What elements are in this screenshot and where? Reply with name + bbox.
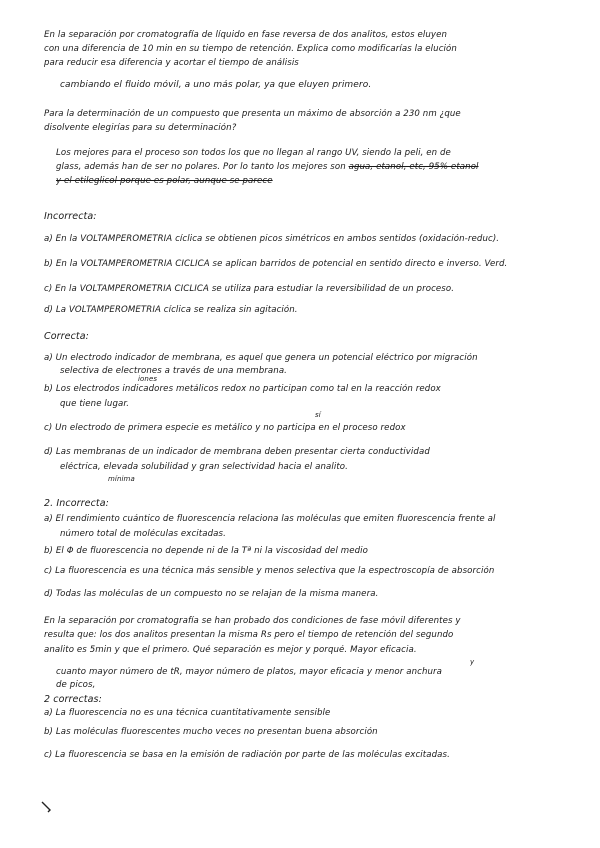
q2-line-2: disolvente elegirías para su determinación? [44,123,237,133]
fluor-a-1: a) El rendimiento cuántico de fluorescencia relaciona las moléculas que emiten fluorescencia frente al [44,514,496,524]
q2-answer-2b: no polares. Por lo tanto los mejores son [171,162,349,172]
crom-answer-2: de picos, [56,680,96,690]
correctas2-heading: 2 correctas: [44,694,102,705]
correctas2-a: a) La fluorescencia no es una técnica cuantitativamente sensible [44,708,331,718]
q2-answer-1: Los mejores para el proceso son todos los que no llegan al rango UV, siendo la peli, en de [56,148,451,158]
q1-line-2: con una diferencia de 10 min en su tiempo de retención. Explica como modificarías la elución [44,44,457,54]
correcta-a-1: a) Un electrodo indicador de membrana, es aquel que genera un potencial eléctrico por migración [44,353,478,363]
q1-answer: cambiando el fluido móvil, a uno más polar, ya que eluyen primero. [60,80,372,90]
crom-answer-1: cuanto mayor número de tR, mayor número de platos, mayor eficacia y menor anchura [56,667,443,677]
q1-line-1: En la separación por cromatografía de líquido en fase reversa de dos analitos, estos eluyen [44,30,448,40]
correcta-d-1: d) Las membranas de un indicador de membrana deben presentar cierta conductividad [44,447,430,457]
pen-scribble-icon [40,800,54,814]
correcta-d-2: eléctrica, elevada solubilidad y gran selectividad hacia el analito. [60,462,348,472]
incorrecta-a: a) En la VOLTAMPEROMETRIA cíclica se obtienen picos simétricos en ambos sentidos (oxidación-reduc). [44,234,500,244]
fluor-a-2: número total de moléculas excitadas. [60,529,226,539]
incorrecta-b: b) En la VOLTAMPEROMETRIA CÍCLICA se aplican barridos de potencial en sentido directo e inverso. Verd. [44,259,508,269]
fluor-b: b) El Φ de fluorescencia no depende ni de la Tª ni la viscosidad del medio [44,546,369,556]
incorrecta-heading: Incorrecta: [44,211,97,222]
correcta-b-2: que tiene lugar. [60,399,130,409]
correcta-d-insert: mínima [108,475,135,483]
correctas2-b: b) Las moléculas fluorescentes mucho veces no presentan buena absorción [44,727,378,737]
correctas2-c: c) La fluorescencia se basa en la emisión de radiación por parte de las moléculas excitadas. [44,750,450,760]
fluor-d: d) Todas las moléculas de un compuesto no se relajan de la misma manera. [44,589,379,599]
incorrecta-c: c) En la VOLTAMPEROMETRIA CÍCLICA se utiliza para estudiar la reversibilidad de un proceso. [44,284,455,294]
q2-answer-2 [56,162,576,173]
correcta-c: c) Un electrodo de primera especie es metálico y no participa en el proceso redox [44,423,406,433]
q2-line-1: Para la determinación de un compuesto que presenta un máximo de absorción a 230 nm ¿que [44,109,461,119]
crom-answer-insert: y [470,658,475,666]
crom-line-3: analito es 5min y que el primero. Qué separación es mejor y porqué. Mayor eficacia. [44,645,417,655]
q2-answer-3: y el etileglicol porque es polar, aunque se parece [56,176,273,186]
correcta-a-2: selectiva de electrones a través de una membrana. [60,366,288,376]
fluor-heading: 2. Incorrecta: [44,498,109,509]
q2-answer-2c: agua, etanol, etc, 95% etanol [348,162,479,172]
correcta-b-insert: iones [138,375,158,383]
crom-line-2: resulta que: los dos analitos presentan la misma Rs pero el tiempo de retención del segundo [44,630,454,640]
q1-line-3: para reducir esa diferencia y acortar el tiempo de análisis [44,58,299,68]
incorrecta-d: d) La VOLTAMPEROMETRIA cíclica se realiza sin agitación. [44,305,298,315]
correcta-heading: Correcta: [44,331,89,342]
q2-answer-2a: glass, además han de ser [56,162,172,172]
fluor-c: c) La fluorescencia es una técnica más sensible y menos selectiva que la espectroscopía de absorción [44,566,495,576]
correcta-c-insert: sí [315,411,321,419]
crom-line-1: En la separación por cromatografía se han probado dos condiciones de fase móvil diferentes y [44,616,461,626]
correcta-b-1: b) Los electrodos indicadores metálicos redox no participan como tal en la reacción redox [44,384,441,394]
